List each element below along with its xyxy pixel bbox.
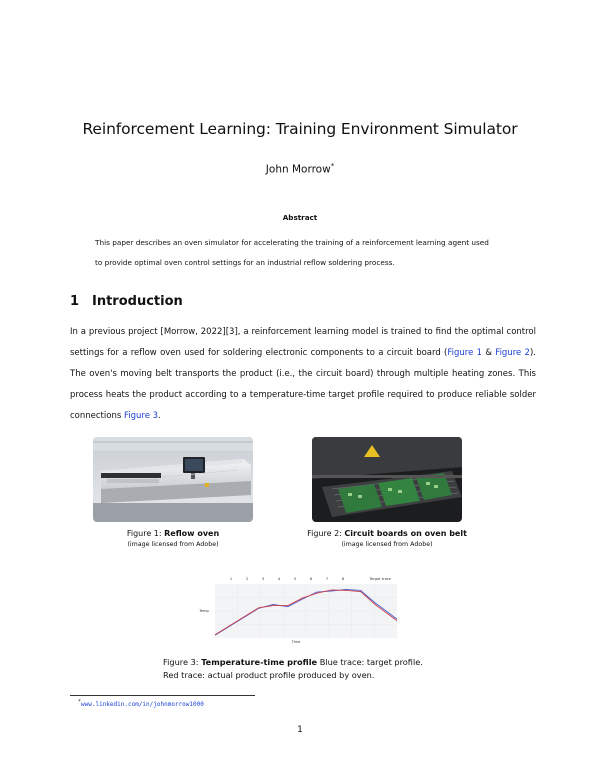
zone-label: 3 [261, 577, 265, 581]
reflow-oven-illustration [93, 437, 253, 522]
figure-3-label: Figure 3: [163, 657, 199, 667]
abstract-line-2: to provide optimal oven control settings for an industrial reflow soldering process. [95, 258, 395, 267]
abstract-heading: Abstract [282, 213, 318, 222]
figure-2-image [312, 437, 462, 522]
author-name: John Morrow [265, 163, 331, 176]
author-footnote-mark: * [330, 162, 335, 170]
figure-3-link[interactable]: Figure 3 [123, 411, 159, 421]
intro-text-1: In a previous project [Morrow, 2022][3], a reinforcement learning model is trained to find the optimal control settings for a reflow oven used for soldering electronic components to a circuit board ( [70, 327, 536, 358]
legend-label: Target trace [369, 577, 391, 581]
figure-3-title: Temperature-time profile [201, 657, 318, 667]
figure-1-caption [93, 528, 253, 550]
footnote-mark: * [78, 699, 82, 705]
figure-2-title: Circuit boards on oven belt [344, 529, 467, 538]
intro-ampersand: & [482, 348, 496, 358]
section-title: Introduction [92, 294, 183, 309]
temperature-time-chart [195, 572, 405, 644]
zone-label: 4 [277, 577, 281, 581]
section-heading [70, 294, 183, 309]
intro-text-2: ). The oven's moving belt transports the product (i.e., the circuit board) through multiple heating zones. This process heats the product according to a temperature-time target profile required to produce reliable solder connections [70, 348, 536, 421]
figure-3-chart [195, 572, 405, 644]
figure-2-link[interactable]: Figure 2 [495, 348, 530, 358]
figure-1-credit: (image licensed from Adobe) [127, 541, 219, 548]
abstract-body [95, 233, 515, 273]
zone-label: 6 [309, 577, 313, 581]
page-number: 1 [297, 725, 303, 735]
figure-2-label: Figure 2: [307, 529, 342, 538]
circuit-boards-illustration [312, 437, 462, 522]
abstract-line-1: This paper describes an oven simulator for accelerating the training of a reinforcement learning agent used [95, 238, 489, 247]
figure-1-label: Figure 1: [126, 529, 162, 538]
x-axis-label: Time [291, 640, 301, 644]
footnote-rule [70, 695, 255, 696]
figure-1-link[interactable]: Figure 1 [447, 348, 483, 358]
figure-1-title: Reflow oven [164, 529, 220, 538]
zone-label: 5 [293, 577, 297, 581]
footnote [78, 699, 204, 708]
section-number: 1 [70, 294, 80, 309]
figure-3-caption-line-2: Red trace: actual product profile produced by oven. [163, 670, 375, 680]
figure-2-caption [292, 528, 482, 550]
intro-text-3: . [158, 411, 161, 421]
figure-2-credit: (image licensed from Adobe) [341, 541, 433, 548]
figure-3-caption [163, 656, 453, 682]
figure-1-image [93, 437, 253, 522]
author-line [0, 162, 600, 176]
intro-paragraph [70, 322, 536, 427]
figure-3-caption-line-1: Blue trace: target profile. [317, 657, 423, 667]
zone-label: 1 [229, 577, 233, 581]
y-axis-label: Temp [199, 609, 209, 613]
footnote-link[interactable]: www.linkedin.com/in/johnmorrow1000 [81, 701, 204, 708]
zone-label: 7 [325, 577, 329, 581]
zone-label: 8 [341, 577, 345, 581]
paper-title: Reinforcement Learning: Training Environment Simulator [82, 120, 518, 138]
zone-label: 2 [245, 577, 249, 581]
